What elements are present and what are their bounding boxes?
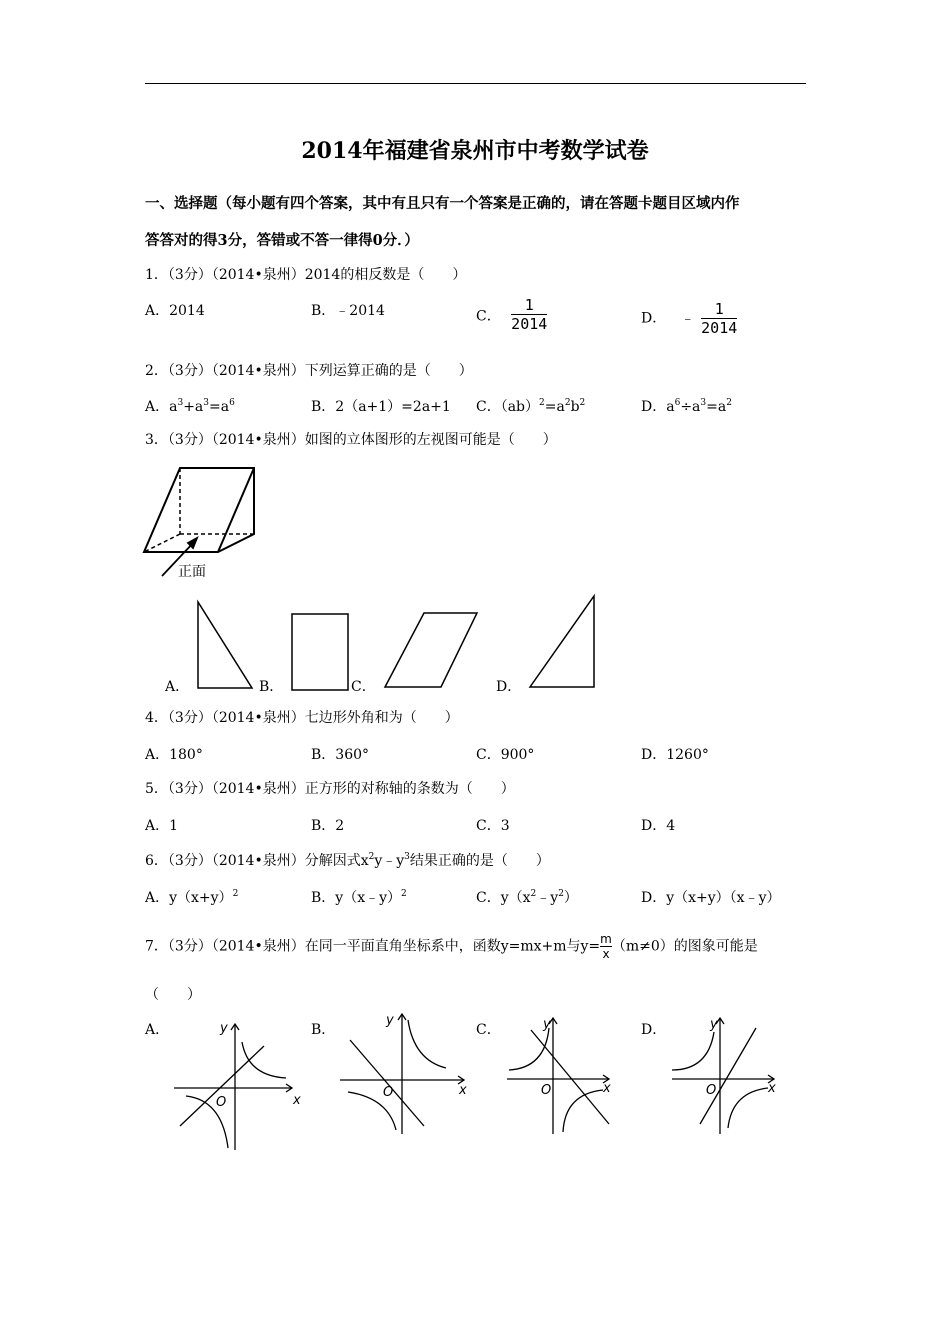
svg-text:y: y [710,1017,718,1032]
q3-option-c: C． [351,679,376,695]
svg-text:x: x [293,1093,301,1108]
svg-text:x: x [768,1081,776,1096]
q7-fraction: $\frac{m}{x}$ [600,932,612,961]
q1-option-b: B．﹣2014 [311,303,385,319]
q7-option-b: B． [311,1022,336,1038]
q3-option-c-shape [383,610,479,690]
q1-stem: 1．（3分）（2014•泉州）2014的相反数是（ ） [145,267,467,283]
q1-d-numerator: 1 [701,300,737,319]
q1-c-denominator: 2014 [511,315,548,333]
q4-option-d: D．1260° [641,747,709,763]
q1-option-c-fraction [511,296,547,333]
q7-graph-d [670,1014,785,1139]
q5-option-a: A．1 [145,818,179,834]
q6-stem: 6．（3分）（2014•泉州）分解因式$x^2y﹣y^3$结果正确的是（ ） [145,852,550,869]
svg-text:O: O [383,1085,394,1100]
q5-option-b: B．2 [311,818,345,834]
q4-option-a: A．180° [145,747,203,763]
q7-option-c: C． [476,1022,501,1038]
q3-option-a: A． [165,679,190,695]
q5-option-d: D．4 [641,818,676,834]
q3-option-d-shape [528,594,598,690]
q3-option-b-shape [290,612,350,692]
svg-text:y: y [543,1017,551,1032]
q2-option-a: A．$a^3+a^3=a^6$ [145,398,235,415]
front-label: 正面 [178,564,206,580]
q2-option-c: C．$(ab)^2=a^2b^2$ [476,398,586,415]
q5-stem: 5．（3分）（2014•泉州）正方形的对称轴的条数为（ ） [145,781,515,797]
svg-text:y: y [386,1013,394,1028]
q2-option-b: B．2（a+1）=2a+1 [311,399,451,415]
svg-text:x: x [603,1081,611,1096]
q6-option-d: D．y（x+y）（x﹣y） [641,890,781,906]
q7-graph-a [172,1018,307,1153]
q3-option-d: D． [496,679,522,695]
q5-option-c: C．3 [476,818,510,834]
q1-option-c [476,296,548,333]
q7-graph-c [505,1014,620,1139]
svg-text:O: O [541,1083,552,1098]
svg-text:O: O [216,1095,227,1110]
section-heading-line2: 答答对的得3分，答错或不答一律得0分．） [145,232,419,249]
q1-option-d-fraction [701,300,737,337]
q4-option-c: C．900° [476,747,535,763]
q1-d-denominator: 2014 [701,319,738,337]
svg-text:O: O [706,1083,717,1098]
svg-text:y: y [220,1021,228,1036]
q2-stem: 2．（3分）（2014•泉州）下列运算正确的是（ ） [145,363,473,379]
q4-stem: 4．（3分）（2014•泉州）七边形外角和为（ ） [145,710,459,726]
q1-d-sign: ﹣ [680,310,695,327]
q7-stem: 7．（3分）（2014•泉州）在同一平面直角坐标系中，函数y=mx+m与y= $\frac{m}{x}$ （m≠0）的图象可能是 [145,932,758,961]
q3-option-a-shape [196,600,256,692]
q3-stem: 3．（3分）（2014•泉州）如图的立体图形的左视图可能是（ ） [145,432,557,448]
q1-c-numerator: 1 [511,296,547,315]
header-rule [145,83,806,84]
q6-option-b: B．y（x﹣y）$^2$ [311,889,407,906]
q1-option-d [641,300,737,337]
svg-text:x: x [459,1083,467,1098]
page-title: 2014年福建省泉州市中考数学试卷 [301,138,649,164]
q3-solid-figure [140,460,270,585]
q4-option-b: B．360° [311,747,370,763]
q1-option-a: A．2014 [145,303,205,319]
q3-option-b: B． [259,679,284,695]
q6-option-c: C．$y(x^2﹣y^2)$ [476,889,578,906]
q7-paren: （ ） [145,987,201,1003]
q1-option-d-label: D． [641,310,667,327]
q7-option-d: D． [641,1022,667,1038]
q6-option-a: A．$y(x+y)^2$ [145,889,239,906]
q1-option-c-label: C． [476,308,501,325]
q7-option-a: A． [145,1022,170,1038]
q7-graph-b [338,1010,473,1140]
section-heading-line1: 一、选择题（每小题有四个答案，其中有且只有一个答案是正确的，请在答题卡题目区域内作 [145,195,740,212]
q2-option-d: D．$a^6\div a^3=a^2$ [641,398,732,415]
